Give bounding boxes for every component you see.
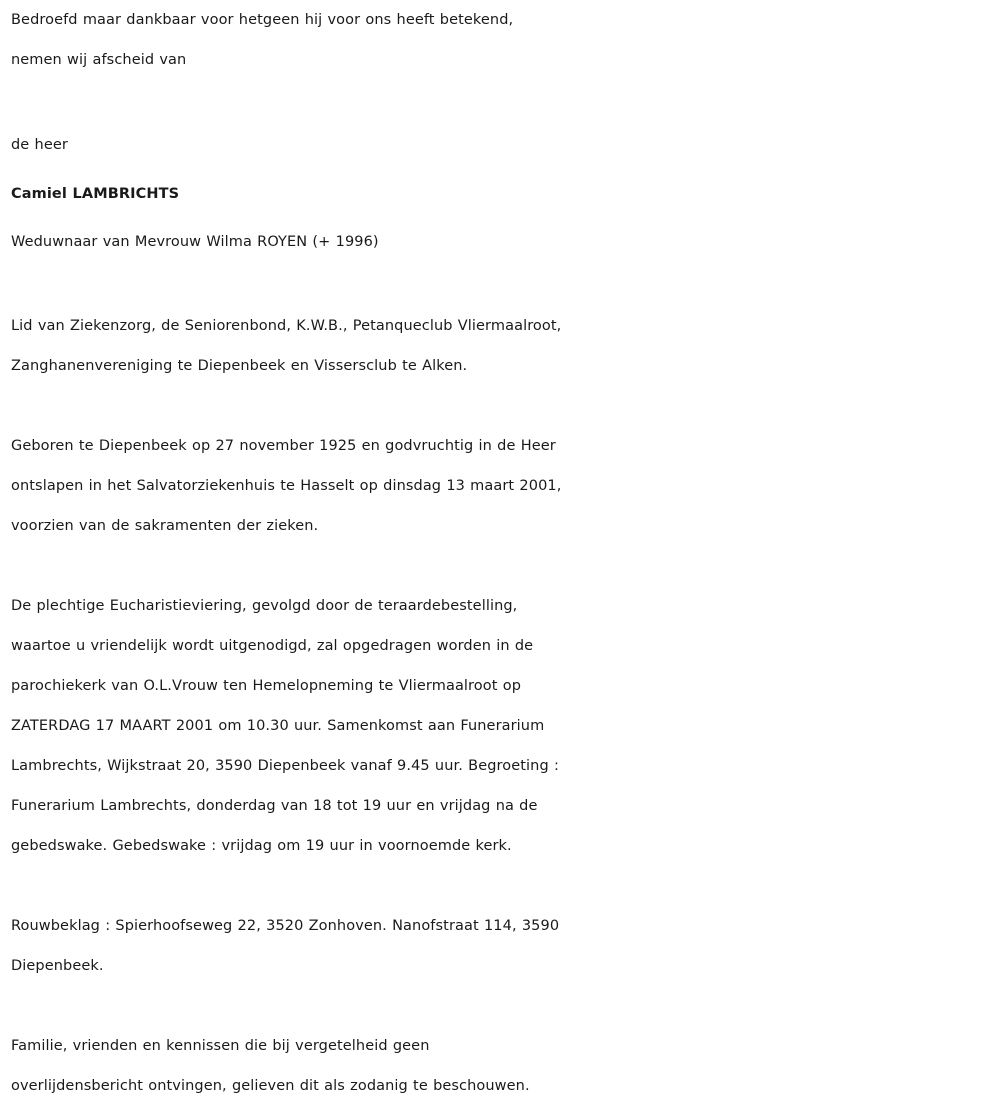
mourning-address-line: Diepenbeek.: [11, 958, 104, 974]
ceremony-line: parochiekerk van O.L.Vrouw ten Hemelopneming te Vliermaalroot op: [11, 678, 522, 694]
closing-paragraph: [11, 1026, 996, 1106]
paragraph-gap: [11, 266, 996, 306]
intro-line: Bedroefd maar dankbaar voor hetgeen hij voor ons heeft betekend,: [11, 12, 514, 28]
ceremony-line: waartoe u vriendelijk wordt uitgenodigd, zal opgedragen worden in de: [11, 638, 534, 654]
paragraph-gap: [11, 386, 996, 426]
paragraph-gap: [11, 80, 996, 120]
obituary-notice: [11, 0, 996, 1106]
ceremony-line: gebedswake. Gebedswake : vrijdag om 19 uur in voornoemde kerk.: [11, 838, 512, 854]
mourning-address-line: Rouwbeklag : Spierhoofseweg 22, 3520 Zonhoven. Nanofstraat 114, 3590: [11, 918, 560, 934]
memberships-line: Lid van Ziekenzorg, de Seniorenbond, K.W.B., Petanqueclub Vliermaalroot,: [11, 318, 562, 334]
paragraph-gap: [11, 986, 996, 1026]
birth-death-paragraph: [11, 426, 996, 546]
ceremony-line: Funerarium Lambrechts, donderdag van 18 tot 19 uur en vrijdag na de: [11, 798, 538, 814]
deceased-name: Camiel LAMBRICHTS: [11, 186, 180, 202]
birth-death-line: voorzien van de sakramenten der zieken.: [11, 518, 319, 534]
birth-death-line: Geboren te Diepenbeek op 27 november 1925 en godvruchtig in de Heer: [11, 438, 556, 454]
salutation: de heer: [11, 137, 68, 153]
widower-of: Weduwnaar van Mevrouw Wilma ROYEN (+ 1996): [11, 234, 379, 250]
ceremony-paragraph: [11, 586, 996, 866]
intro-paragraph: [11, 0, 996, 80]
ceremony-line: ZATERDAG 17 MAART 2001 om 10.30 uur. Samenkomst aan Funerarium: [11, 718, 545, 734]
closing-line: Familie, vrienden en kennissen die bij vergetelheid geen: [11, 1038, 430, 1054]
memberships-line: Zanghanenvereniging te Diepenbeek en Vissersclub te Alken.: [11, 358, 468, 374]
closing-line: overlijdensbericht ontvingen, gelieven dit als zodanig te beschouwen.: [11, 1078, 530, 1094]
paragraph-gap: [11, 546, 996, 586]
paragraph-gap: [11, 866, 996, 906]
ceremony-line: Lambrechts, Wijkstraat 20, 3590 Diepenbeek vanaf 9.45 uur. Begroeting :: [11, 758, 559, 774]
birth-death-line: ontslapen in het Salvatorziekenhuis te Hasselt op dinsdag 13 maart 2001,: [11, 478, 562, 494]
ceremony-line: De plechtige Eucharistieviering, gevolgd door de teraardebestelling,: [11, 598, 518, 614]
mourning-addresses-paragraph: [11, 906, 996, 986]
memberships-paragraph: [11, 306, 996, 386]
intro-line: nemen wij afscheid van: [11, 52, 187, 68]
